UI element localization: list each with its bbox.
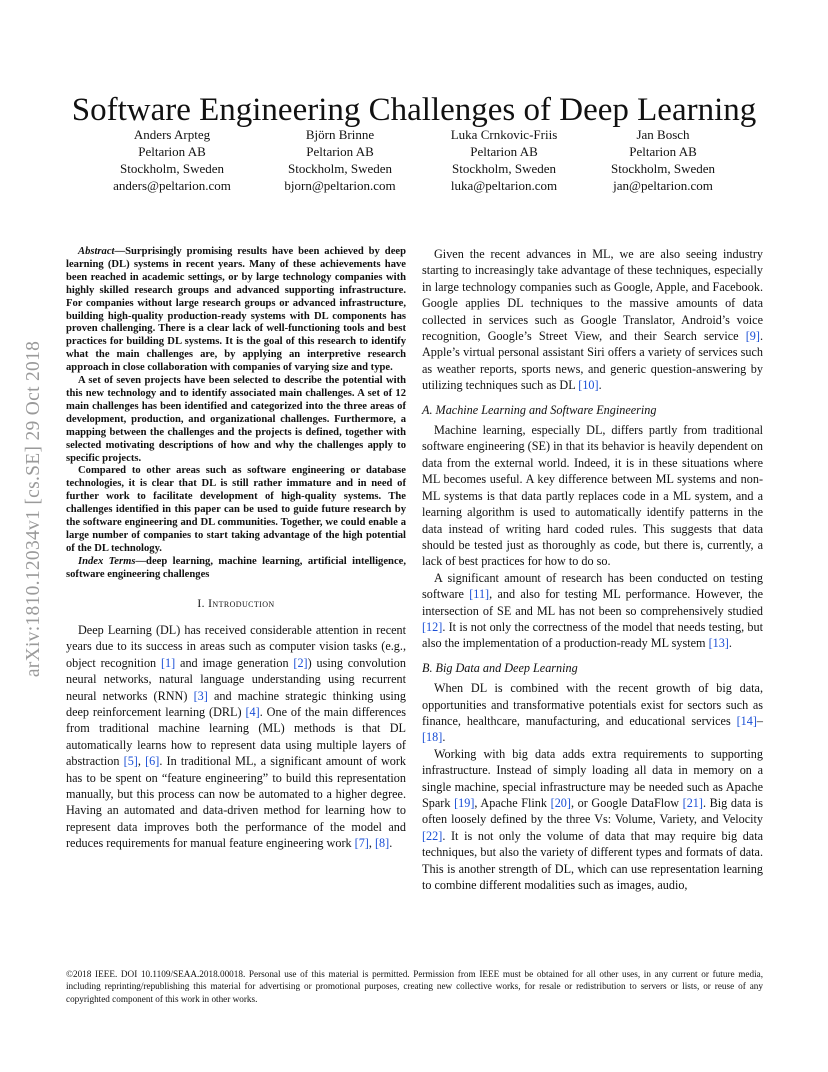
abstract-paragraph-3: Compared to other areas such as software engineering or database technologies, it is clear that DL is still rather immature and in need of further work to facilitate development of high-quality systems. The challenges identified in this paper can be used to guide future research by the software engineering and DL communities. Together, we could enable a large number of companies to start taking advantage of the high potential of the DL technology. (66, 465, 406, 554)
author-email: luka@peltarion.com (450, 178, 558, 193)
body-paragraph: A significant amount of research has been conducted on testing software [11], and also for testing ML performance. However, the intersection of SE and ML has not been so comprehensively studied [12]. It is not only the correctness of the model that needs testing, but also the implementation of a production-ready ML system [13]. (422, 570, 763, 651)
citation-link[interactable]: [19] (454, 796, 475, 810)
citation-link[interactable]: [3] (193, 688, 208, 703)
citation-link[interactable]: [13] (708, 636, 729, 651)
citation-link[interactable]: [9] (745, 329, 760, 344)
right-column (422, 246, 763, 893)
author-name: Anders Arpteg (133, 127, 211, 142)
author-block-1 (87, 126, 257, 194)
citation-link[interactable]: [11] (469, 587, 490, 602)
subsection-heading-b: B. Big Data and Deep Learning (422, 660, 578, 675)
citation-link[interactable]: [4] (245, 705, 260, 719)
citation-link[interactable]: [1] (160, 655, 176, 670)
citation-link[interactable]: [2] (293, 655, 308, 670)
section-heading-introduction: I. Introduction (197, 597, 275, 610)
arxiv-identifier-text: arXiv:1810.12034v1 [cs.SE] 29 Oct 2018 (23, 340, 44, 678)
abstract-label: Abstract (78, 246, 115, 257)
author-name: Björn Brinne (305, 127, 375, 142)
author-name: Jan Bosch (636, 127, 690, 142)
author-location: Stockholm, Sweden (120, 161, 224, 176)
citation-link[interactable]: [22] (422, 828, 443, 843)
author-affiliation: Peltarion AB (629, 144, 697, 159)
author-block-4 (578, 126, 748, 194)
author-location: Stockholm, Sweden (288, 161, 392, 176)
subsection-heading-a: A. Machine Learning and Software Engineering (422, 402, 657, 417)
author-email: anders@peltarion.com (113, 178, 231, 193)
author-block-2 (255, 126, 425, 194)
author-location: Stockholm, Sweden (611, 161, 715, 176)
author-location: Stockholm, Sweden (452, 161, 556, 176)
citation-link[interactable]: [5] (123, 754, 138, 769)
author-affiliation: Peltarion AB (138, 144, 206, 159)
abstract-paragraph-2: A set of seven projects have been selected to describe the potential with this new technology and to identify associated main challenges. A set of 12 main challenges has been identified and categorized into the three areas of development, production, and organizational challenges. Furthermore, a mapping between the challenges and the projects is defined, together with selected motivating descriptions of how and why the challenges apply to specific projects. (66, 375, 406, 464)
citation-link[interactable]: [8] (374, 836, 390, 851)
citation-link[interactable]: [18] (422, 730, 443, 745)
body-paragraph: Given the recent advances in ML, we are also seeing industry starting to increasingly take advantage of these techniques, especially in large technology companies such as Google, Apple, and Facebook. Google applies DL techniques to the massive amounts of data collected in services such as Google Translator, Android’s voice recognition, Google’s Street View, and their Search service [9]. Apple’s virtual personal assistant Siri offers a variety of services such as weather reports, sports news, and generic question-answering by utilizing techniques such as DL [10]. (422, 247, 763, 393)
index-terms-label: Index Terms (78, 555, 136, 567)
citation-link[interactable]: [20] (550, 796, 571, 810)
author-email: bjorn@peltarion.com (284, 178, 396, 193)
citation-link[interactable]: [10] (578, 378, 599, 393)
arxiv-identifier-stamp (22, 264, 46, 754)
citation-link[interactable]: [7] (354, 836, 369, 851)
left-column (66, 246, 406, 852)
paper-title: Software Engineering Challenges of Deep Learning (71, 92, 757, 129)
author-block-3 (419, 126, 589, 194)
author-affiliation: Peltarion AB (306, 144, 374, 159)
author-email: jan@peltarion.com (613, 178, 713, 193)
body-paragraph: Machine learning, especially DL, differs partly from traditional software engineering (SE) in that its behavior is heavily dependent on data from the external world. Indeed, it is in these situations where ML becomes useful. A key difference between ML systems and non-ML systems is that data partly replaces code in a ML system, and a learning algorithm is used to automatically identify patterns in the data instead of writing hard coded rules. This suggests that data should be tested just as thoroughly as code, but there is, currently, a lack of best practices for how to do so. (422, 423, 763, 569)
body-paragraph: Working with big data adds extra requirements to supporting infrastructure. Instead of simply loading all data in memory on a single machine, special infrastructure may be needed such as Apache Spark [19], Apache Flink [20], or Google DataFlow [21]. Big data is often loosely defined by the three Vs: Volume, Variety, and Velocity [22]. It is not only the volume of data that may require big data techniques, but also the variety of different types and formats of data. This is another strength of DL, which can use representation learning to combine different modalities such as images, audio, (422, 746, 763, 893)
intro-paragraph: Deep Learning (DL) has received considerable attention in recent years due to its success in areas such as computer vision tasks (e.g., object recognition [1] and image generation [2]) using convolution neural networks, natural language understanding using recurrent neural networks (RNN) [3] and machine strategic thinking using deep reinforcement learning (DRL) [4]. One of the main differences from traditional machine learning (ML) methods is that DL automatically learns how to represent data using multiple layers of abstraction [5], [6]. In traditional ML, a significant amount of work has to be spent on “feature engineering” to build this representation manually, but this process can now be automated to a higher degree. Having an automated and data-driven method for learning how to represent data improves both the performance of the model and reduces requirements for manual feature engineering work [7], [8]. (66, 622, 407, 851)
author-name: Luka Crnkovic-Friis (450, 127, 558, 142)
abstract-paragraph-1: Abstract—Surprisingly promising results have been achieved by deep learning (DL) systems in recent years. Many of these achievements have been reached in academic settings, or by large technology companies with highly skilled research groups and advanced supporting infrastructure. For companies without large research groups or advanced infrastructure, building high-quality production-ready systems with DL components has proven challenging. There is a clear lack of well-functioning tools and best practices for building DL systems. It is the goal of this research to identify what the main challenges are, by applying an interpretive research approach in close collaboration with companies of varying size and type. (66, 246, 406, 374)
citation-link[interactable]: [6] (145, 754, 160, 769)
citation-link[interactable]: [21] (682, 796, 703, 810)
author-affiliation: Peltarion AB (470, 144, 538, 159)
index-terms: Index Terms—deep learning, machine learning, artificial intelligence, software engineering challenges (66, 555, 406, 580)
body-paragraph: When DL is combined with the recent growth of big data, opportunities and transformative potentials exist for sectors such as finance, healthcare, manufacturing, and educational services [14]–[18]. (422, 681, 763, 745)
citation-link[interactable]: [14] (736, 713, 757, 728)
citation-link[interactable]: [12] (422, 619, 443, 634)
copyright-footer: ©2018 IEEE. DOI 10.1109/SEAA.2018.00018. Personal use of this material is permitted. Permission from IEEE must be obtained for all other uses, in any current or future media, including reprinting/republishing this material for advertising or promotional purposes, creating new collective works, for resale or redistribution to servers or lists, or reuse of any copyrighted component of this work in other works. (66, 969, 763, 1004)
